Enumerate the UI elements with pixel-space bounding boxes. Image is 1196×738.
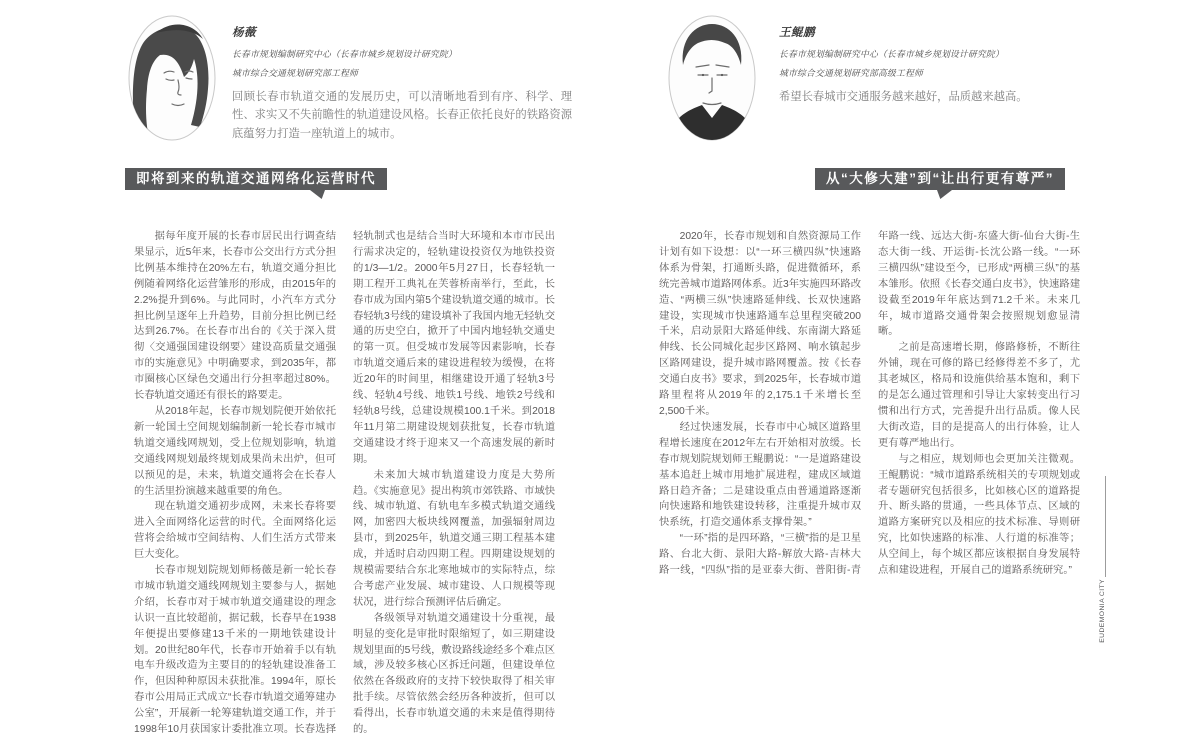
body-paragraph: 长春市规划院规划师杨薇是新一轮长春市城市轨道交通线网规划主要参与人，据她介绍，长春市对于城市轨道交通建设的理念认识一直比较超前，据记载，长春早在1938年便提出要修建13千米的一期地铁建设计划。20世纪80年代，长春市开始着手以有轨电车升级改造为主要目的的轻轨建设准备工作，但因种种原因未获批准。1994年，原长春市公用局正式成立“长春市轨道交通筹建办公室”，开展新一轮筹建轨道交通工作，并于1998年10月获国家计委批准立项。长春选择轻轨制式也是结合当时大环境和本市市民出行需求决定的，轻轨建设投资仅为地铁投资的1/3—1/2。2000年5月27日，长春轻轨一期工程开工典礼在芙蓉桥南举行，至此，长春市成为国内第5个建设轨道交通的城市。长春轻轨3号线的建设填补了我国内地无轻轨交通的历史空白，掀开了中国内地轻轨交通史的第一页。但受城市发展等因素影响，长春市轨道交通后来的建设进程较为缓慢，在将近20年的时间里，相继建设开通了轻轨3号线、轻轨4号线、地铁1号线、地铁2号线和轻轨8号线，总建设规模100.1千米。到2018年11月第二期建设规划获批复，长春市轨道交通建设才终于迎来又一个高速发展的新时期。 [134, 231, 555, 736]
edge-divider-line [1105, 476, 1106, 577]
author-portrait-right [668, 15, 756, 141]
headline-text: 即将到来的轨道交通网络化运营时代 [136, 171, 376, 186]
body-paragraph: 未来加大城市轨道建设力度是大势所趋。《实施意见》提出构筑市郊铁路、市域快线、城市轨道、有轨电车多模式轨道交通线网，加密四大板块线网覆盖，加强辐射周边县市，到2025年，轨道交通三期工程基本建成，并适时启动四期工程。四期建设规划的规模需要结合东北寒地城市的实际特点，综合考虑产业发展、城市建设、人口规模等现状况，进行综合预测评估后确定。 [353, 469, 555, 608]
edge-caption: EUDEMONIA CITY [1099, 579, 1106, 643]
author-quote: 希望长春城市交通服务越来越好，品质越来越高。 [779, 91, 1028, 103]
author-info-left [232, 24, 457, 79]
author-info-right [779, 24, 1004, 79]
author-organization: 长春市规划编制研究中心（长春市城乡规划设计研究院） [232, 49, 457, 59]
author-job-title: 城市综合交通规划研究部工程师 [232, 68, 358, 78]
author-name: 王鲲鹏 [779, 27, 815, 39]
author-portrait-left [128, 15, 216, 141]
section-tab-label: Practice [1110, 419, 1120, 467]
body-paragraph: 据每年度开展的长春市居民出行调查结果显示，近5年来，长春市公交出行方式分担比例基本维持在20%左右，轨道交通分担比例随着网络化运营雏形的形成，由2015年的2.2%提升到6%。与此同时，小汽车方式分担比例呈逐年上升趋势，目前分担比例已经达到26.7%。在长春市出台的《关于深入贯彻〈交通强国建设纲要〉建设高质量交通强市的实施意见》中明确要求，到2035年，都市圈核心区绿色交通出行分担率超过80%。长春轨道交通还有很长的路要走。 [134, 231, 336, 402]
speech-bubble-tail [310, 190, 325, 199]
body-paragraph: 各级领导对轨道交通建设十分重视，最明显的变化是审批时限缩短了，如三期建设规划里面的5号线，敷设路线途经多个难点区域，涉及较多核心区拆迁问题，但建设单位依然在各级政府的支持下较快取得了相关审批手续。尽管依然会经历各种波折，但可以看得出，长春市轨道交通的未来是值得期待的。 [353, 612, 555, 736]
body-paragraph: 经过快速发展，长春市中心城区道路里程增长速度在2012年左右开始相对放缓。长春市规划院规划师王鲲鹏说：“一是道路建设基本追赶上城市用地扩展进程，建成区域道路日趋齐备；二是建设重点由普通道路逐渐向快速路和地铁建设转移，注重提升城市双快系统，打造交通体系支撑骨架。” [659, 421, 861, 529]
section-headline-left [125, 168, 387, 190]
article-body-right [659, 229, 1080, 579]
woman-portrait-sketch-icon [128, 15, 216, 141]
speech-bubble-tail [937, 190, 952, 199]
author-quote: 回顾长春市轨道交通的发展历史，可以清晰地看到有序、科学、理性、求实又不失前瞻性的轨道建设风格。长春正依托良好的铁路资源底蕴努力打造一座轨道上的城市。 [232, 91, 572, 140]
man-portrait-sketch-icon [668, 15, 756, 141]
body-paragraph: 从2018年起，长春市规划院便开始依托新一轮国土空间规划编制新一轮长春市城市轨道交通线网规划，受上位规划影响，轨道交通线网规划最终规划成果尚未出炉，但可以预见的是，未来，轨道交通将会在长春人的生活里扮演越来越重要的角色。 [134, 405, 336, 497]
author-organization: 长春市规划编制研究中心（长春市城乡规划设计研究院） [779, 49, 1004, 59]
author-job-title: 城市综合交通规划研究部高级工程师 [779, 68, 923, 78]
body-paragraph: 2020年，长春市规划和自然资源局工作计划有如下设想：以“一环三横四纵”快速路体系为骨架，打通断头路，促进微循环，系统完善城市道路网体系。近3年实施四环路改造、“两横三纵”快速路延伸线、长双快速路建设，实现城市快速路通车总里程突破200千米，启动景阳大路延伸线、东南湖大路延伸线、长公同城化起步区路网、响水镇起步区路网建设，提升城市路网覆盖。按《长春交通白皮书》要求，到2025年，长春城市道路里程将从2019年的2,175.1千米增长至2,500千米。 [659, 231, 861, 417]
body-paragraph: 与之相应，规划师也会更加关注微观。王鲲鹏说：“城市道路系统相关的专项规划或者专题研究包括很多，比如核心区的道路提升、断头路的贯通，一些具体节点、区域的道路方案研究以及相应的技术标准、导则研究，比如快速路的标准、人行道的标准等；从空间上，每个城区都应该根据自身发展特点和建设进程，开展自己的道路系统研究。” [878, 453, 1080, 577]
section-headline-right [815, 168, 1065, 190]
headline-text: 从“大修大建”到“让出行更有尊严” [826, 171, 1054, 186]
section-tab-practice [1100, 418, 1130, 468]
body-paragraph: “一环”指的是四环路，“三横”指的是卫星路、台北大街、景阳大路-解放大路-吉林大路一线，“四纵”指的是亚泰大街、普阳街-青年路一线、远达大街-东盛大街-仙台大街-生态大街一线、开运街-长沈公路一线。“一环三横四纵”建设至今，已形成“两横三纵”的基本雏形。依照《长春交通白皮书》，快速路建设截至2019年年底达到71.2千米。未来几年，城市道路交通骨架会按照规划愈显清晰。 [659, 231, 1080, 577]
author-name: 杨薇 [232, 27, 256, 39]
body-paragraph: 之前是高速增长期，修路修桥，不断往外铺，现在可修的路已经修得差不多了，尤其老城区，格局和设施供给基本饱和，剩下的是怎么通过管理和引导让大家转变出行习惯和出行方式，完善提升出行品质。像人民大街改造，目的是提高人的出行体验，让人更有尊严地出行。 [878, 342, 1080, 449]
article-body-left [134, 229, 555, 738]
body-paragraph: 现在轨道交通初步成网，未来长春将要进入全面网络化运营的时代。全面网络化运营将会给城市空间结构、人们生活方式带来巨大变化。 [134, 501, 336, 561]
